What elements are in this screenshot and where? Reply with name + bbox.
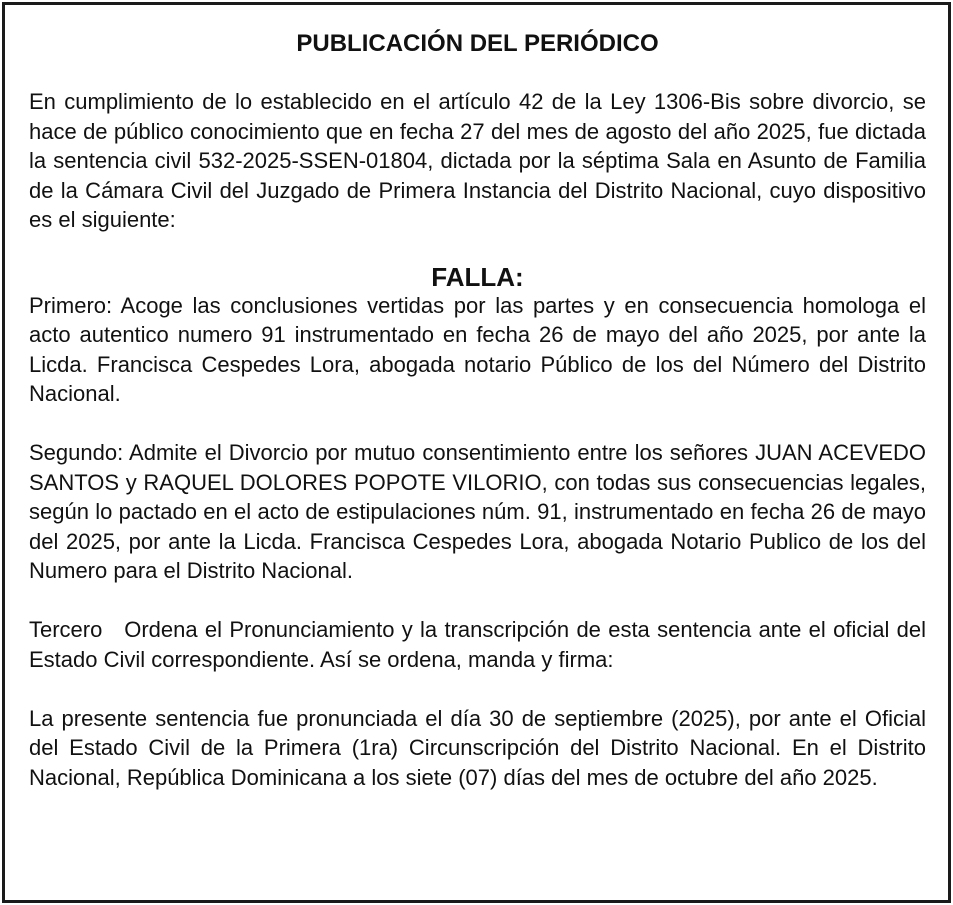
notice-frame <box>2 2 951 903</box>
primero-paragraph: Primero: Acoge las conclusiones vertidas por las partes y en consecuencia homologa el acto autentico numero 91 instrumentado en fecha 26 de mayo del año 2025, por ante la Licda. Francisca Cespedes Lora, abogada notario Público de los del Número del Distrito Nacional. <box>29 292 926 406</box>
notice-content <box>29 29 933 792</box>
tercero-paragraph: Tercero Ordena el Pronunciamiento y la transcripción de esta sentencia ante el oficial del Estado Civil correspondiente. Así se ordena, manda y firma: <box>29 617 933 672</box>
closing-paragraph: La presente sentencia fue pronunciada el día 30 de septiembre (2025), por ante el Oficial del Estado Civil de la Primera (1ra) Circunscripción del Distrito Nacional. En el Distrito Nacional, República Dominicana a los siete (07) días del mes de octubre del año 2025. <box>29 705 926 790</box>
notice-title: PUBLICACIÓN DEL PERIÓDICO <box>296 30 659 57</box>
intro-paragraph: En cumplimiento de lo establecido en el artículo 42 de la Ley 1306-Bis sobre divorcio, se hace de público conocimiento que en fecha 27 del mes de agosto del año 2025, fue dictada la sentencia civil 532-2025-SSEN-01804, dictada por la séptima Sala en Asunto de Familia de la Cámara Civil del Juzgado de Primera Instancia del Distrito Nacional, cuyo dispositivo es el siguiente: <box>29 89 926 232</box>
falla-heading: FALLA: <box>431 261 524 292</box>
segundo-paragraph: Segundo: Admite el Divorcio por mutuo consentimiento entre los señores JUAN ACEVEDO SANTOS y RAQUEL DOLORES POPOTE VILORIO, con todas sus consecuencias legales, según lo pactado en el acto de estipulaciones núm. 91, instrumentado en fecha 26 de mayo del 2025, por ante la Licda. Francisca Cespedes Lora, abogada Notario Publico de los del Numero para el Distrito Nacional. <box>29 440 926 583</box>
